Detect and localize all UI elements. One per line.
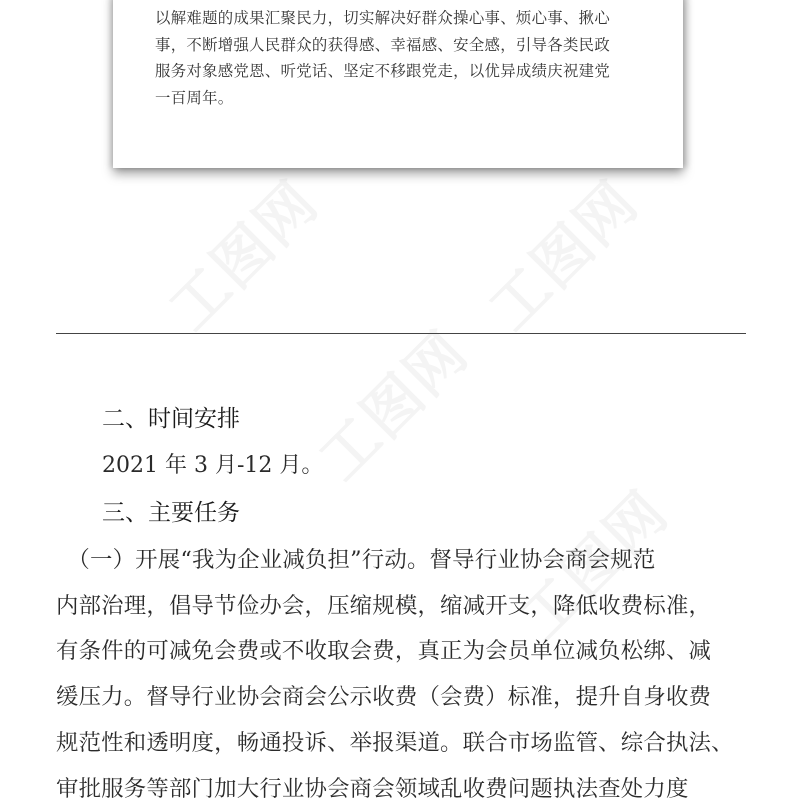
- tasks-paragraph: [56, 538, 756, 800]
- paragraph-line: 审批服务等部门加大行业协会商会领域乱收费问题执法查处力度: [56, 775, 689, 800]
- watermark: 工图网: [505, 477, 682, 654]
- excerpt-line: 一百周年。: [155, 88, 234, 107]
- section-heading-schedule: 二、时间安排: [102, 406, 240, 432]
- excerpt-text: [155, 5, 651, 111]
- paragraph-line: 内部治理，倡导节俭办会，压缩规模，缩减开支，降低收费标准，: [56, 592, 712, 619]
- excerpt-line: 服务对象感党恩、听党话、坚定不移跟党走，以优异成绩庆祝建党: [155, 62, 611, 80]
- page-excerpt-card: [113, 0, 683, 168]
- excerpt-line: 事，不断增强人民群众的获得感、幸福感、安全感，引导各类民政: [155, 35, 611, 54]
- paragraph-line: 有条件的可减免会费或不收取会费，真正为会员单位减负松绑、减: [56, 638, 712, 665]
- watermark: 工图网: [475, 167, 652, 344]
- section-heading-tasks: 三、主要任务: [102, 500, 240, 526]
- paragraph-line: （一）开展“我为企业减负担”行动。督导行业协会商会规范: [56, 547, 656, 573]
- watermark: 工图网: [155, 167, 332, 344]
- paragraph-line: 缓压力。督导行业协会商会公示收费（会费）标准，提升自身收费: [56, 684, 712, 711]
- watermark: 工图网: [305, 317, 482, 494]
- excerpt-line: 以解难题的成果汇聚民力，切实解决好群众操心事、烦心事、揪心: [155, 9, 611, 27]
- schedule-text: 2021 年 3 月-12 月。: [102, 453, 324, 478]
- paragraph-line: 规范性和透明度，畅通投诉、举报渠道。联合市场监管、综合执法、: [56, 729, 734, 756]
- page-divider: [56, 333, 746, 334]
